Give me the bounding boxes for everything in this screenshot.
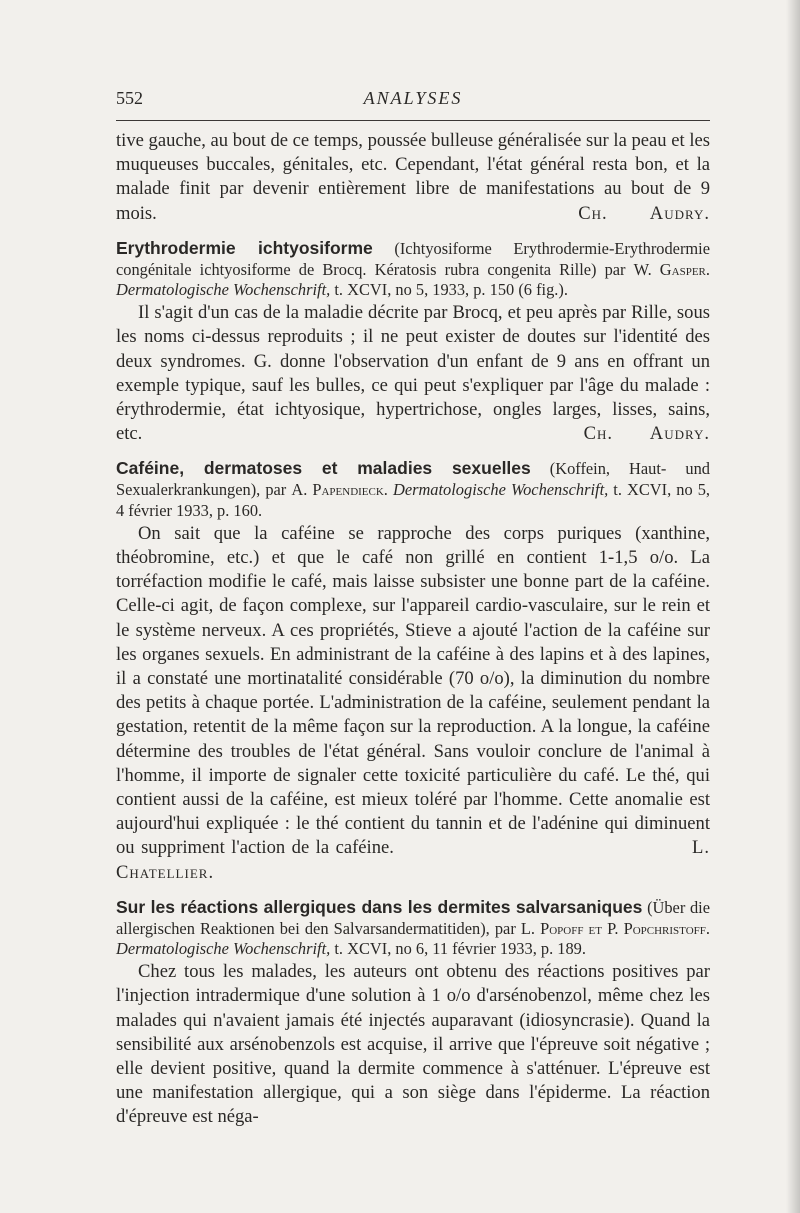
entry-citation: t. XCVI, no 5, 1933, p. 150 (6 fig.).: [334, 280, 568, 300]
entry-author: A. Papendieck.: [291, 480, 388, 500]
intro-text: tive gauche, au bout de ce temps, poussée bulleuse généralisée sur la peau et les muqueuses buccales, génitales, etc. Cependant, l'état général resta bon, et la malade finit par devenir entièrement libre de manifestations au bout de 9 mois.: [116, 130, 710, 224]
page-header: [116, 88, 710, 114]
abstract-entry: [116, 458, 710, 884]
entry-heading: [116, 458, 710, 521]
entry-body-text: Il s'agit d'un cas de la maladie décrite par Brocq, et peu après par Rille, sous les noms ci-dessus reproduits ; il ne peut exister de doutes sur l'identité des deux syndromes. G. donne l'observation d'un enfant de 9 ans en offrant un exemple typique, sauf les bulles, ce qui peut s'expliquer par l'âge du malade : érythrodermie, état ichtyosique, hypertrichose, ongles larges, lisses, sains, etc.: [116, 302, 710, 445]
entry-meta: (Ichtyosiforme Erythrodermie-Erythrodermie congénitale ichtyosiforme de Brocq. Kératosis rubra congenita Rille) par: [116, 238, 710, 279]
entry-body: [116, 960, 710, 1129]
entry-citation: t. XCVI, no 6, 11 février 1933, p. 189.: [334, 939, 586, 959]
entry-journal: Dermatologische Wochenschrift,: [116, 939, 331, 959]
entry-body: [116, 301, 710, 446]
page-edge-shadow: [786, 0, 800, 1213]
abstract-entry: [116, 238, 710, 447]
intro-signature: Ch. Audry.: [578, 202, 710, 224]
entry-signature: Ch. Audry.: [583, 423, 710, 445]
entry-meta: (Über die allergischen Reaktionen bei den Salvarsandermatitiden), par: [116, 897, 710, 938]
entry-title: Erythrodermie ichtyosiforme: [116, 237, 373, 258]
entry-citation: t. XCVI, no 5, 4 février 1933, p. 160.: [116, 480, 710, 521]
intro-paragraph: [116, 129, 710, 226]
entry-meta: (Koffein, Haut- und Sexualerkrankungen), par: [116, 459, 710, 500]
header-rule: [116, 120, 710, 121]
entry-author: W. Gasper.: [633, 259, 710, 279]
entry-body-text: Chez tous les malades, les auteurs ont obtenu des réactions positives par l'injection intradermique d'une solution à 1 o/o d'arsénobenzol, même chez les malades qui n'avaient jamais été injectés auparavant (idiosyncrasie). Quand la sensibilité aux arsénobenzols est acquise, il arrive que l'épreuve soit négative ; elle devient positive, quand la dermite commence à s'atténuer. L'épreuve est une manifestation allergique, qui a son siège dans l'épiderme. La réaction d'épreuve est néga-: [116, 961, 710, 1128]
entry-body-text: On sait que la caféine se rapproche des corps puriques (xanthine, théobromine, etc.) et que le café non grillé en contient 1-1,5 o/o. La torréfaction modifie le café, mais laisse subsister une bonne part de la caféine. Celle-ci agit, de façon complexe, sur l'appareil cardio-vasculaire, sur le rein et le système nerveux. A ces propriétés, Stieve a ajouté l'action de la caféine sur les organes sexuels. En administrant de la caféine à des lapins et à des lapines, il a constaté une mortinatalité considérable (70 o/o), la diminution du nombre des petits à chaque portée. L'administration de la caféine, seulement pendant la gestation, retentit de la même façon sur la reproduction. A la longue, la caféine détermine des troubles de l'état général. Sans vouloir conclure de l'animal à l'homme, il importe de signaler cette toxicité particulière du café. Le thé, qui contient aussi de la caféine, est mieux toléré par l'homme. Cette anomalie est aujourd'hui expliquée : le thé contient du tannin et de l'adénine qui diminuent ou suppriment l'action de la caféine.: [116, 522, 710, 859]
entry-heading: [116, 238, 710, 301]
entry-author: L. Popoff et P. Popchristoff.: [520, 918, 710, 938]
book-page: [116, 88, 710, 1134]
entry-title: Caféine, dermatoses et maladies sexuelles: [116, 458, 531, 479]
running-head: ANALYSES: [363, 88, 463, 108]
entry-body: [116, 522, 710, 885]
entry-journal: Dermatologische Wochenschrift,: [116, 280, 331, 300]
abstract-entry: [116, 897, 710, 1130]
page-number: 552: [116, 88, 143, 108]
entry-signature: L. Chatellier.: [116, 837, 710, 883]
entry-title: Sur les réactions allergiques dans les dermites salvarsaniques: [116, 896, 643, 917]
entry-journal: Dermatologische Wochenschrift,: [392, 480, 609, 500]
entry-heading: [116, 897, 710, 960]
